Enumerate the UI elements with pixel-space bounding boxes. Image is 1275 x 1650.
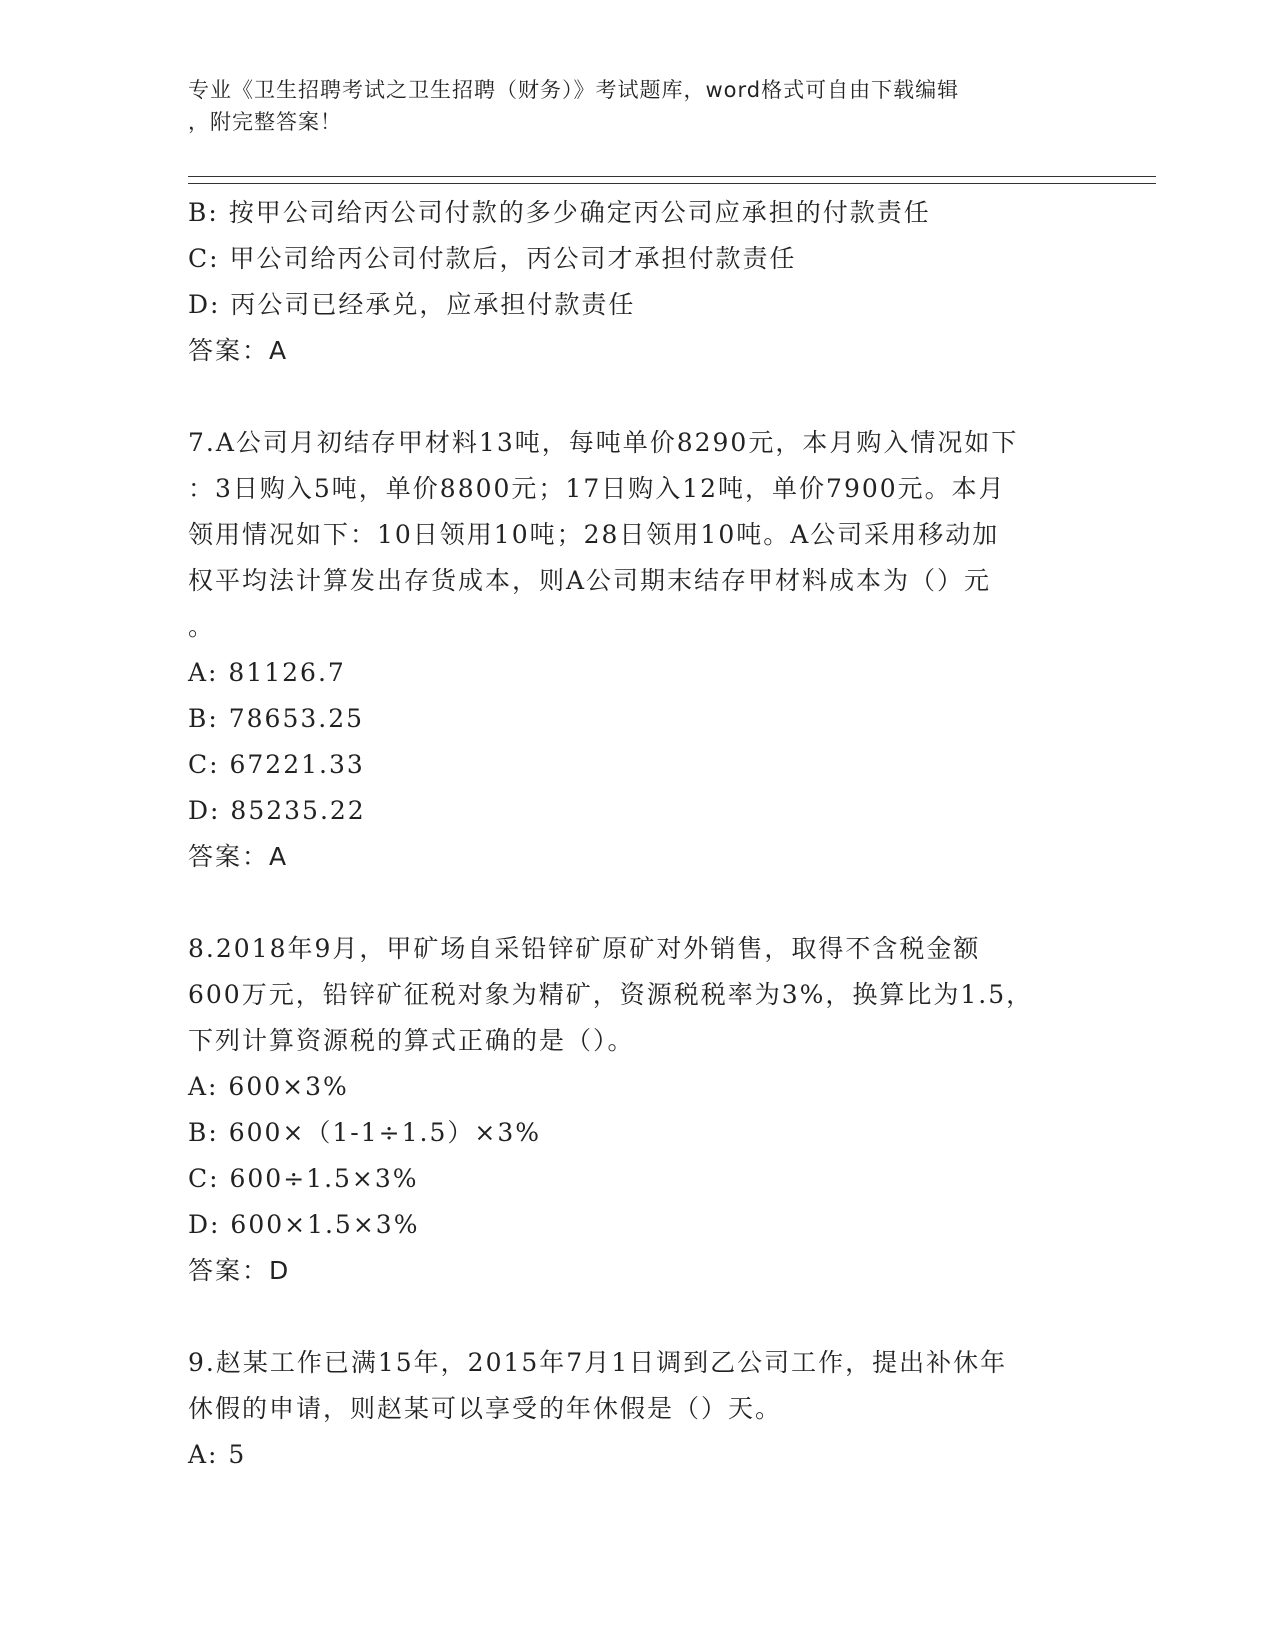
option-a: A: 5 [188,1440,247,1469]
header-divider-top [188,176,1156,177]
spacer [188,374,1088,420]
question-text-line: 领用情况如下：10日领用10吨；28日领用10吨。A公司采用移动加 [188,520,1000,549]
option-d: D: 600×1.5×3% [188,1210,420,1239]
answer: 答案：A [188,336,289,365]
header-line-2: ，附完整答案！ [188,110,342,134]
question-7 [188,420,1088,880]
question-text-line: 600万元，铅锌矿征税对象为精矿，资源税税率为3%，换算比为1.5， [188,980,1034,1009]
option-b: B: 600×（1-1÷1.5）×3% [188,1118,541,1147]
option-d: D: 85235.22 [188,796,366,825]
option-c: C: 甲公司给丙公司付款后，丙公司才承担付款责任 [188,244,797,273]
spacer [188,880,1088,926]
question-text-line: 9.赵某工作已满15年，2015年7月1日调到乙公司工作，提出补休年 [188,1348,1008,1377]
question-text-line: 7.A公司月初结存甲材料13吨，每吨单价8290元，本月购入情况如下 [188,428,1019,457]
question-content [188,190,1088,1478]
header-line-1: 专业《卫生招聘考试之卫生招聘（财务）》考试题库，word格式可自由下载编辑 [188,78,960,102]
question-8 [188,926,1088,1294]
option-a: A: 81126.7 [188,658,346,687]
spacer [188,1294,1088,1340]
option-d: D: 丙公司已经承兑，应承担付款责任 [188,290,636,319]
question-text-line: ：3日购入5吨，单价8800元；17日购入12吨，单价7900元。本月 [188,474,1006,503]
option-b: B: 78653.25 [188,704,365,733]
option-c: C: 67221.33 [188,750,365,779]
answer: 答案：A [188,842,289,871]
answer: 答案：D [188,1256,291,1285]
question-text-line: 。 [188,612,216,641]
question-6 [188,190,1088,374]
document-header [188,74,1068,138]
header-divider-bottom [188,183,1156,184]
question-text-line: 休假的申请，则赵某可以享受的年休假是（）天。 [188,1394,783,1423]
question-text-line: 8.2018年9月，甲矿场自采铅锌矿原矿对外销售，取得不含税金额 [188,934,981,963]
question-text-line: 下列计算资源税的算式正确的是（）。 [188,1026,635,1055]
question-9 [188,1340,1088,1478]
option-a: A: 600×3% [188,1072,349,1101]
option-b: B: 按甲公司给丙公司付款的多少确定丙公司应承担的付款责任 [188,198,931,227]
option-c: C: 600÷1.5×3% [188,1164,419,1193]
question-text-line: 权平均法计算发出存货成本，则A公司期末结存甲材料成本为（）元 [188,566,992,595]
